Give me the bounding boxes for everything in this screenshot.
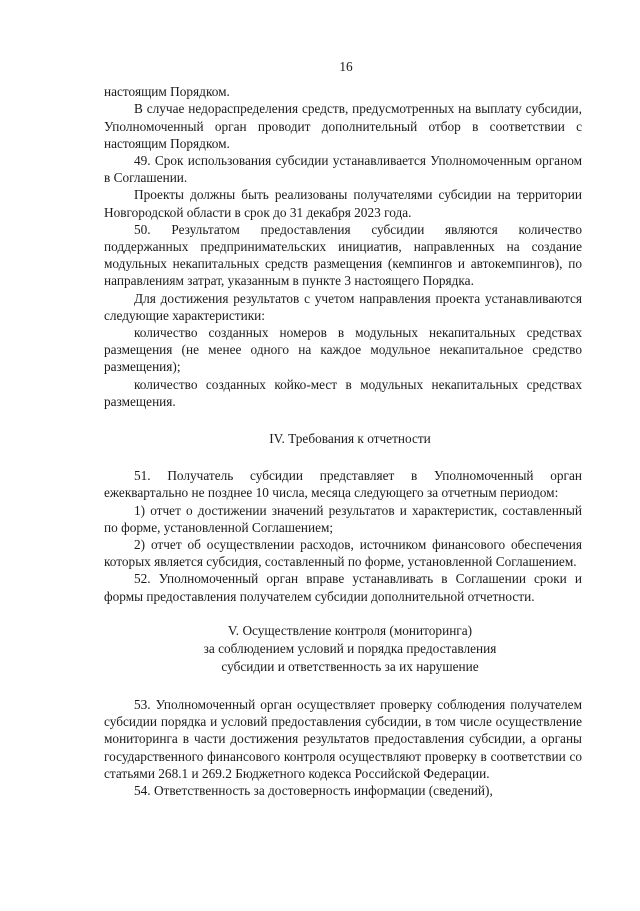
paragraph-51-item-1: 1) отчет о достижении значений результатов и характеристик, составленный по форме, установленной Соглашением; bbox=[104, 502, 582, 535]
section-heading-line: за соблюдением условий и порядка предоставления bbox=[203, 640, 497, 656]
paragraph-53: 53. Уполномоченный орган осуществляет проверку соблюдения получателем субсидии порядка и условий предоставления субсидии, в том числе осуществление мониторинга в части достижения результатов предоставления субсидии, а органы государственного финансового контроля осуществляют проверку в соответствии со статьями 268.1 и 269.2 Бюджетного кодекса Российской Федерации. bbox=[104, 696, 582, 781]
paragraph-50: 50. Результатом предоставления субсидии являются количество поддержанных предпринимательских инициатив, направленных на создание модульных некапитальных средств размещения (кемпингов и автокемпингов), по направлениям затрат, указанным в пункте 3 настоящего Порядка. bbox=[104, 221, 582, 289]
paragraph-51-item-2: 2) отчет об осуществлении расходов, источником финансового обеспечения которых является субсидия, составленный по форме, установленной Соглашением. bbox=[104, 537, 582, 570]
paragraph-beds-count: количество созданных койко-мест в модульных некапитальных средствах размещения. bbox=[104, 376, 582, 409]
paragraph-rooms-count: количество созданных номеров в модульных некапитальных средствах размещения (не менее одного на каждое модульное некапитальное средство размещения); bbox=[104, 325, 582, 375]
section-heading-v bbox=[104, 622, 582, 676]
section-heading-line: V. Осуществление контроля (мониторинга) bbox=[227, 622, 473, 638]
section-heading-iv bbox=[104, 430, 582, 447]
paragraph-continuation: настоящим Порядком. bbox=[104, 84, 230, 100]
paragraph-49: 49. Срок использования субсидии устанавливается Уполномоченным органом в Соглашении. bbox=[104, 153, 582, 186]
paragraph-51: 51. Получатель субсидии представляет в Уполномоченный орган ежеквартально не позднее 10 числа, месяца следующего за отчетным периодом: bbox=[104, 468, 582, 501]
paragraph-redistribution: В случае недораспределения средств, предусмотренных на выплату субсидии, Уполномоченный орган проводит дополнительный отбор в соответствии с настоящим Порядком. bbox=[104, 101, 582, 151]
section-heading-line: IV. Требования к отчетности bbox=[269, 431, 431, 447]
page-number: 16 bbox=[339, 59, 353, 74]
paragraph-52: 52. Уполномоченный орган вправе устанавливать в Соглашении сроки и формы предоставления получателем субсидии дополнительной отчетности. bbox=[104, 571, 582, 604]
paragraph-characteristics: Для достижения результатов с учетом направления проекта устанавливаются следующие характеристики: bbox=[104, 290, 582, 323]
paragraph-54: 54. Ответственность за достоверность информации (сведений), bbox=[134, 782, 493, 798]
paragraph-projects: Проекты должны быть реализованы получателями субсидии на территории Новгородской области в срок до 31 декабря 2023 года. bbox=[104, 187, 582, 220]
section-heading-line: субсидии и ответственность за их нарушение bbox=[221, 658, 479, 674]
